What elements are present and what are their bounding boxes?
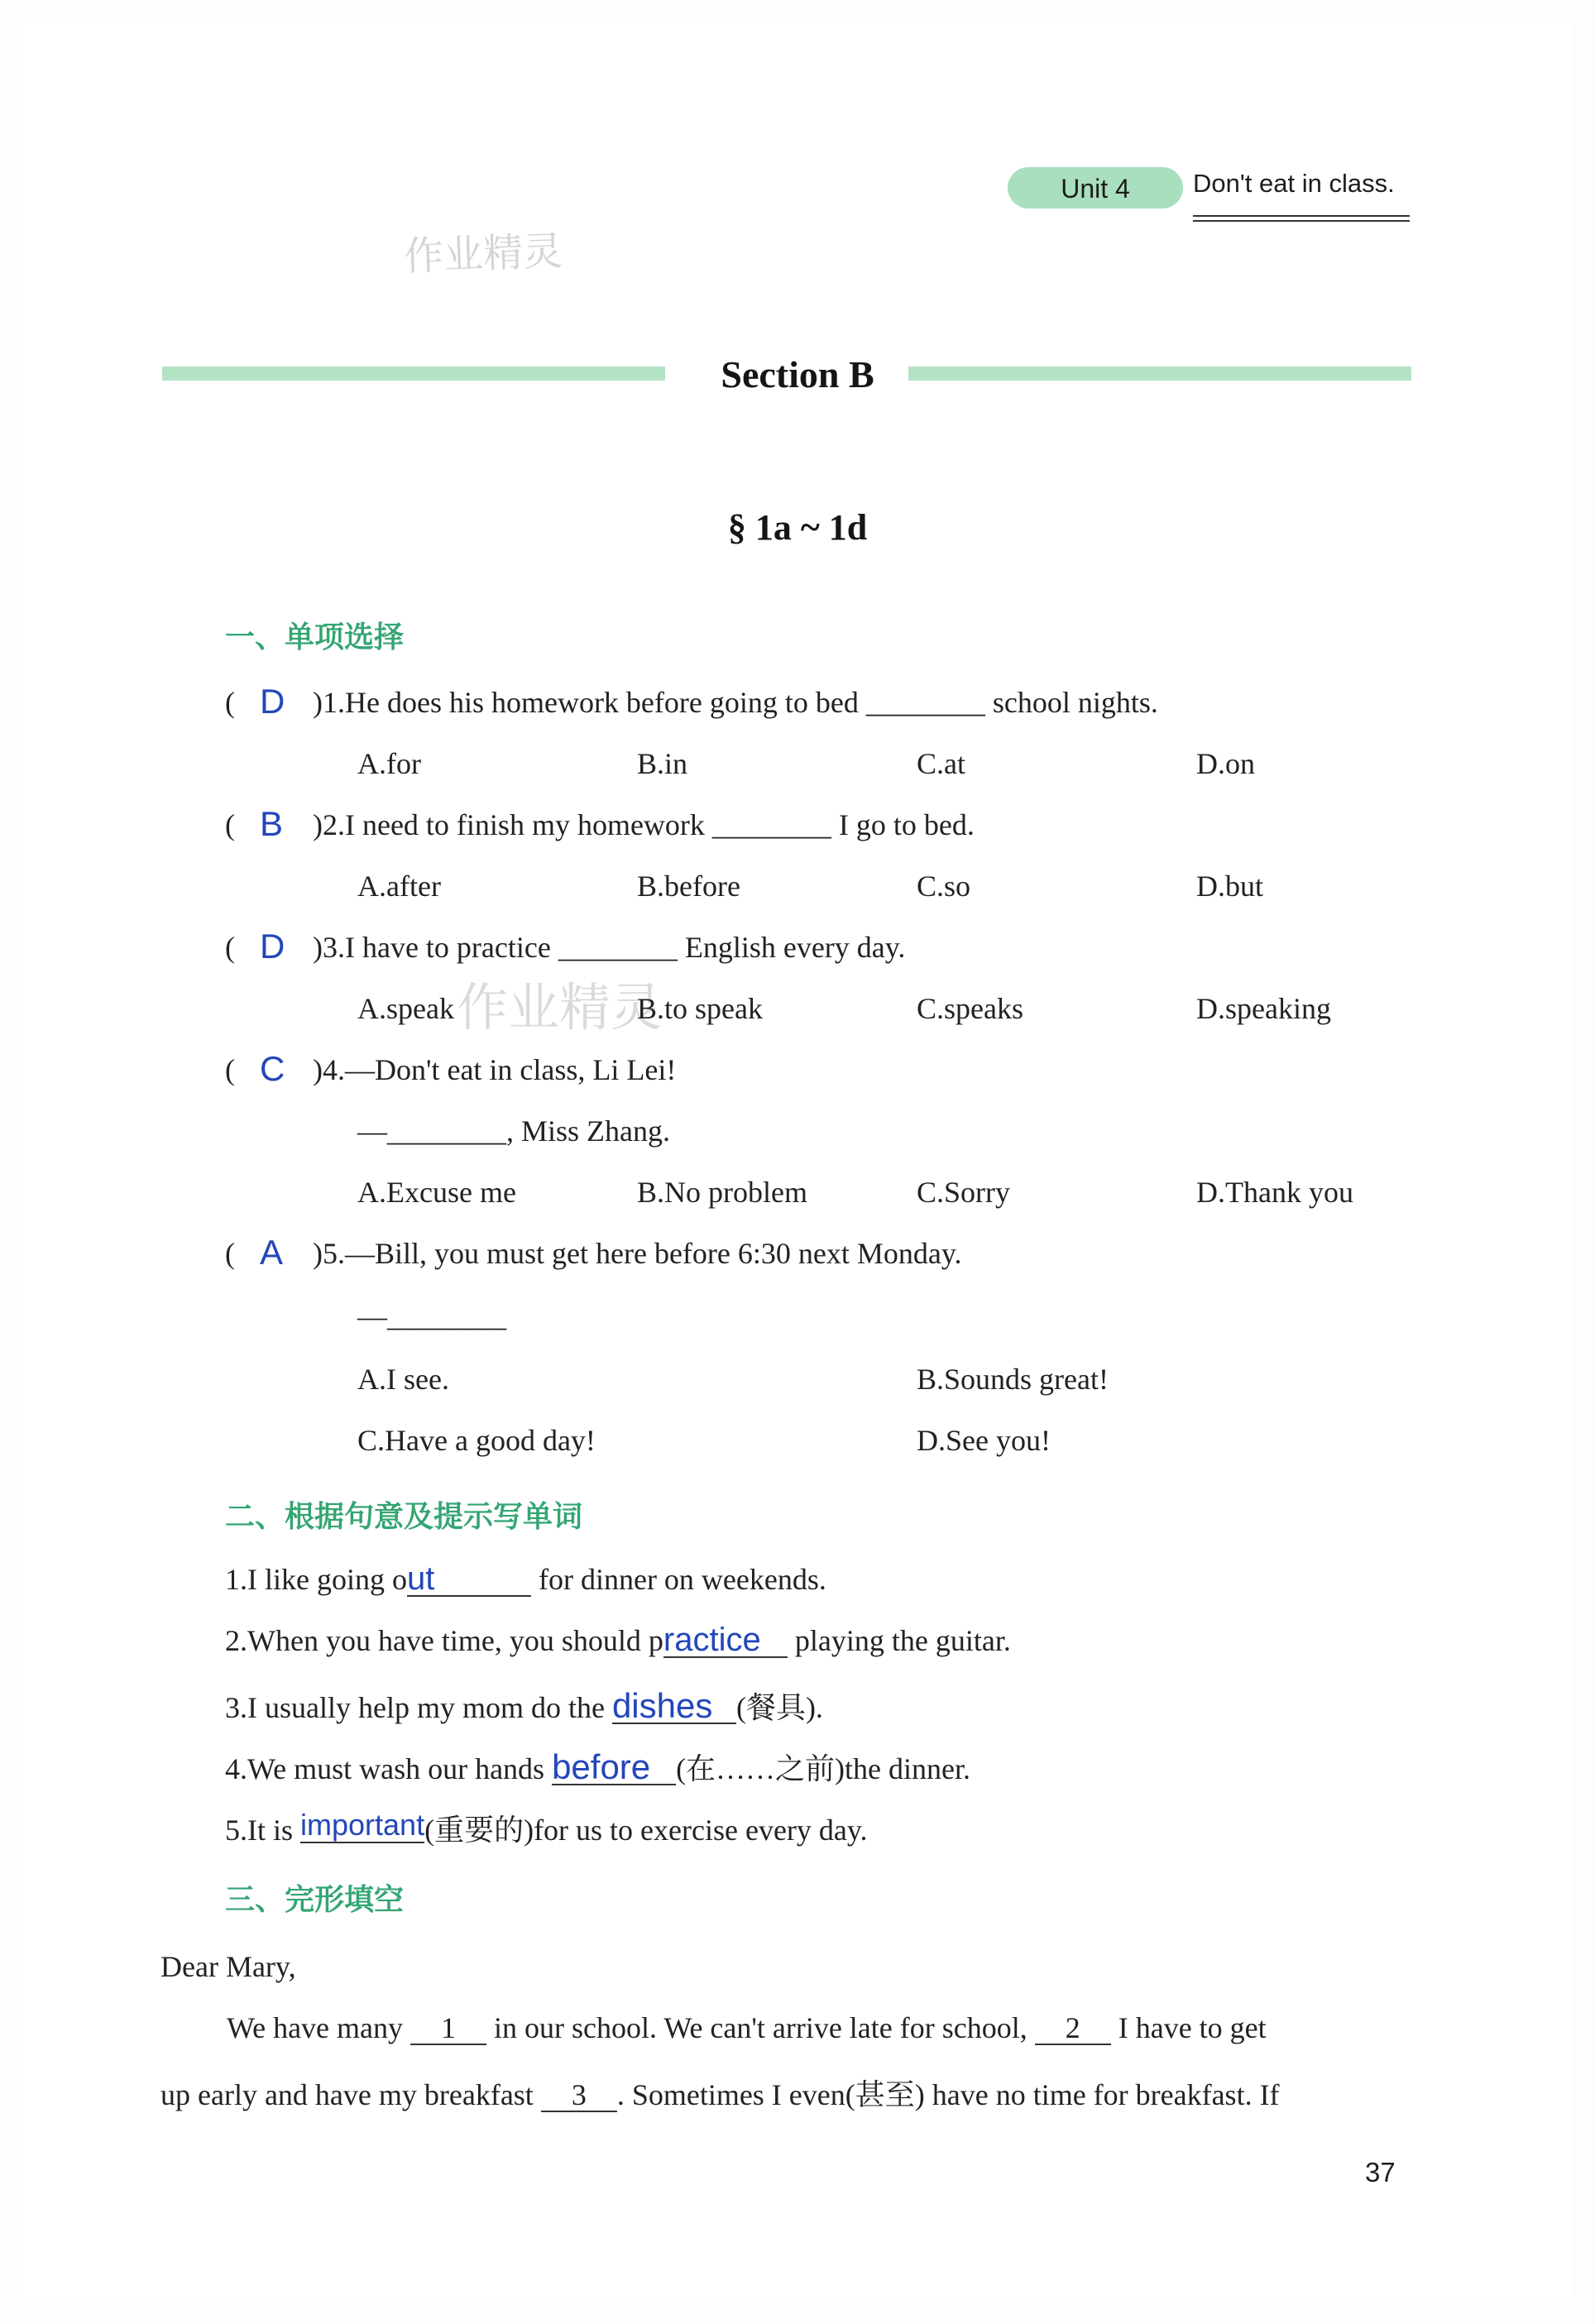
q4-stem: )4.—Don't eat in class, Li Lei!: [313, 1053, 677, 1086]
q3-option-c: C.speaks: [917, 992, 1023, 1025]
part2-item-3-before: 3.I usually help my mom do the: [225, 1691, 612, 1724]
q2-stem: )2.I need to finish my homework ________ I go to bed.: [313, 808, 975, 841]
part2-item-2-fill: ractice: [663, 1623, 788, 1658]
q1-option-b: B.in: [637, 747, 688, 780]
q1-option-c: C.at: [917, 747, 965, 780]
part2-item-2: [225, 1623, 1011, 1658]
q2-option-a: A.after: [357, 870, 441, 903]
subsection-title: § 1a ~ 1d: [727, 507, 868, 548]
q1-stem: )1.He does his homework before going to bed ________ school nights.: [313, 686, 1158, 719]
unit-label: Unit 4: [1061, 174, 1130, 204]
q1-option-d: D.on: [1196, 747, 1255, 780]
q5-paren: (: [225, 1237, 235, 1270]
watermark-top: 作业精灵: [403, 228, 564, 280]
q4-answer: C: [260, 1049, 285, 1088]
title-underline-2: [1193, 220, 1410, 222]
part2-item-5-after: (重要的)for us to exercise every day.: [424, 1814, 868, 1847]
part2-item-2-after: playing the guitar.: [787, 1624, 1011, 1657]
q4-option-b: B.No problem: [637, 1176, 807, 1209]
part2-item-1-before: 1.I like going o: [225, 1563, 407, 1596]
part1-heading: 一、单项选择: [225, 621, 405, 654]
q4-reply: —________, Miss Zhang.: [357, 1114, 670, 1148]
part2-item-5-before: 5.It is: [225, 1814, 301, 1847]
part2-item-4-before: 4.We must wash our hands: [225, 1752, 553, 1785]
letter-salutation: Dear Mary,: [160, 1950, 296, 1983]
blank-2: 2: [1035, 2012, 1111, 2045]
q4-option-c: C.Sorry: [917, 1176, 1011, 1209]
part2-item-3-after: (餐具).: [735, 1691, 823, 1724]
q4-paren: (: [225, 1053, 235, 1086]
q3-option-a: A.speak: [357, 992, 454, 1025]
watermark-middle: 作业精灵: [457, 977, 663, 1037]
part2-item-3-fill: dishes: [612, 1689, 736, 1724]
part3-heading: 三、完形填空: [225, 1883, 405, 1917]
q1-paren: (: [225, 686, 235, 719]
part2-item-1-fill: ut: [407, 1562, 531, 1597]
q5-option-c: C.Have a good day!: [357, 1424, 596, 1457]
part2-item-3: [225, 1684, 823, 1727]
q3-stem: )3.I have to practice ________ English every day.: [313, 931, 906, 964]
passage-line-2-b: . Sometimes I even(甚至) have no time for breakfast. If: [616, 2078, 1280, 2111]
part2-item-1-after: for dinner on weekends.: [530, 1563, 826, 1596]
title-underline: [1193, 215, 1410, 217]
blank-3: 3: [541, 2079, 617, 2112]
q3-option-b: B.to speak: [637, 992, 763, 1025]
passage-line-1-b: in our school. We can't arrive late for school,: [486, 2011, 1035, 2044]
q5-option-b: B.Sounds great!: [917, 1363, 1109, 1396]
q5-answer: A: [260, 1233, 284, 1272]
q2-option-d: D.but: [1196, 870, 1263, 903]
page-number: 37: [1365, 2157, 1396, 2187]
passage-line-2: [160, 2072, 1280, 2114]
part2-item-4: [225, 1746, 970, 1788]
q3-answer: D: [260, 927, 285, 966]
q2-answer: B: [260, 804, 284, 843]
passage-line-1-c: I have to get: [1110, 2011, 1267, 2044]
section-title: Section B: [721, 353, 874, 395]
q2-option-c: C.so: [917, 870, 971, 903]
passage-line-1: [227, 2010, 1267, 2045]
part2-item-4-after: (在……之前)the dinner.: [676, 1752, 971, 1785]
blank-1: 1: [410, 2012, 486, 2045]
q4-option-d: D.Thank you: [1196, 1176, 1353, 1209]
q1-answer: D: [260, 682, 285, 721]
part2-item-5-fill: important: [300, 1808, 425, 1842]
q3-paren: (: [225, 931, 235, 964]
q5-reply: —________: [357, 1300, 506, 1333]
q3-option-d: D.speaking: [1196, 992, 1331, 1025]
q2-option-b: B.before: [637, 870, 740, 903]
passage-line-1-a: We have many: [227, 2011, 411, 2044]
part2-item-5: [225, 1807, 868, 1849]
q5-option-d: D.See you!: [917, 1424, 1051, 1457]
q1-option-a: A.for: [357, 747, 421, 780]
part2-item-4-fill: before: [552, 1751, 676, 1785]
q2-paren: (: [225, 808, 235, 841]
q5-option-a: A.I see.: [357, 1363, 449, 1396]
q4-option-a: A.Excuse me: [357, 1176, 516, 1209]
part2-heading: 二、根据句意及提示写单词: [225, 1500, 583, 1534]
unit-title: Don't eat in class.: [1193, 169, 1395, 198]
q5-stem: )5.—Bill, you must get here before 6:30 next Monday.: [313, 1237, 962, 1270]
passage-line-2-a: up early and have my breakfast: [160, 2078, 541, 2111]
part2-item-1: [225, 1562, 826, 1597]
part2-item-2-before: 2.When you have time, you should p: [225, 1624, 663, 1657]
